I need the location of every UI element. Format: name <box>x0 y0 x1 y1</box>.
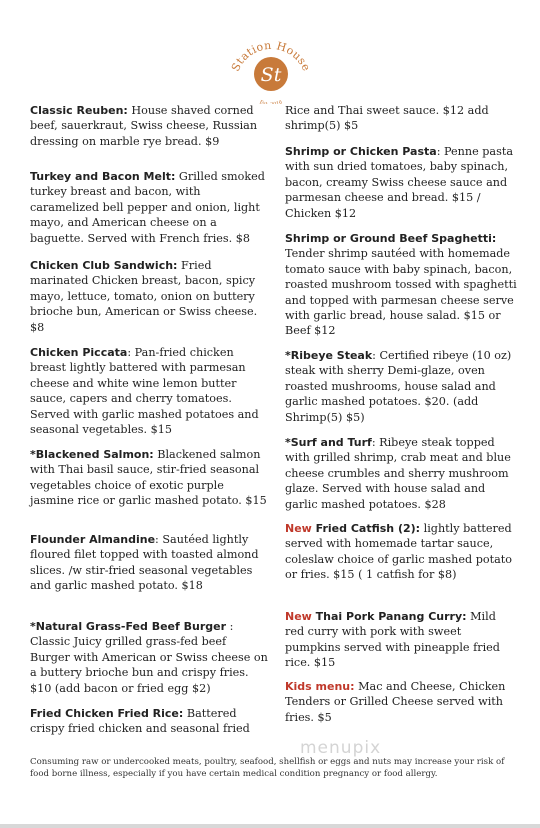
item-name: Chicken Piccata <box>30 346 128 359</box>
item-description: : Certified ribeye (10 oz) steak with sherry Demi-glaze, oven roasted mushrooms, house salad and garlic mashed potatoes. $20. (add Shrimp(5) $5) <box>285 349 512 424</box>
item-description: House shaved corned beef, sauerkraut, Swiss cheese, Russian dressing on marble rye bread. $9 <box>30 104 258 148</box>
item-name: *Blackened Salmon: <box>30 448 154 461</box>
watermark: menupix <box>300 738 382 758</box>
item-description: Tender shrimp sautéed with homemade tomato sauce with baby spinach, bacon, roasted mushroom tossed with spaghetti and topped with parmesan cheese serve with garlic bread, house salad. $15 or Beef $12 <box>285 247 517 338</box>
item-description: Blackened salmon with Thai basil sauce, stir-fried seasonal vegetables choice of exotic purple jasmine rice or garlic mashed potato. $15 <box>30 448 267 508</box>
item-name: Chicken Club Sandwich: <box>30 259 178 272</box>
item-name: Shrimp or Ground Beef Spaghetti: <box>285 232 497 245</box>
restaurant-logo <box>222 34 320 104</box>
menu-item-surf-and-turf <box>285 435 517 512</box>
item-name: Fried Chicken Fried Rice: <box>30 707 184 720</box>
new-badge: New <box>285 610 312 623</box>
menu-item-classic-reuben <box>30 103 268 149</box>
menu-item-shrimp-chicken-pasta <box>285 144 517 221</box>
item-description: : Pan-fried chicken breast lightly battered with parmesan cheese and white wine lemon butter sauce, capers and cherry tomatoes. Served with garlic mashed potatoes and seasonal vegetables. $15 <box>30 346 259 437</box>
new-badge: New <box>285 522 312 535</box>
item-description: Fried marinated Chicken breast, bacon, spicy mayo, lettuce, tomato, onion on buttery brioche bun, American or Swiss cheese. $8 <box>30 259 258 334</box>
logo-name: Station House <box>228 38 314 74</box>
menu-item-blackened-salmon <box>30 447 268 509</box>
item-description: : Sautéed lightly floured filet topped with toasted almond slices. /w stir-fried seasonal vegetables and garlic mashed potato. $18 <box>30 533 259 593</box>
item-name: Kids menu: <box>285 680 355 693</box>
menu-item-spaghetti <box>285 231 517 339</box>
menu-item-continuation <box>285 103 517 134</box>
logo-monogram: St <box>260 64 282 86</box>
item-name: *Surf and Turf <box>285 436 372 449</box>
logo-est: Es 16 <box>258 99 284 104</box>
bottom-divider <box>0 824 540 828</box>
menu-item-ribeye-steak <box>285 348 517 425</box>
item-name: Turkey and Bacon Melt: <box>30 170 176 183</box>
item-description: lightly battered served with homemade tartar sauce, coleslaw choice of garlic mashed potato or fries. $15 ( 1 catfish for $8) <box>285 522 512 582</box>
item-name: Thai Pork Panang Curry: <box>311 610 467 623</box>
item-description: Grilled smoked turkey breast and bacon, with caramelized bell pepper and onion, light mayo, and American cheese on a baguette. Served with French fries. $8 <box>30 170 265 245</box>
item-description: : Penne pasta with sun dried tomatoes, baby spinach, bacon, creamy Swiss cheese sauce and parmesan cheese and bread. $15 / Chicken $12 <box>285 145 513 220</box>
menu-item-chicken-club <box>30 258 268 335</box>
item-name: Classic Reuben: <box>30 104 128 117</box>
menu-item-fried-catfish <box>285 521 517 583</box>
item-name: Fried Catfish (2): <box>311 522 421 535</box>
item-description: : Classic Juicy grilled grass-fed beef Burger with American or Swiss cheese on a buttery brioche bun and crispy fries. $10 (add bacon or fried egg $2) <box>30 620 268 695</box>
item-name: Flounder Almandine <box>30 533 156 546</box>
menu-item-kids <box>285 679 517 725</box>
menu-item-chicken-piccata <box>30 345 268 437</box>
item-name: Shrimp or Chicken Pasta <box>285 145 437 158</box>
food-safety-disclaimer: Consuming raw or undercooked meats, poultry, seafood, shellfish or eggs and nuts may increase your risk of food borne illness, especially if you have certain medical condition pregnancy or food allergy. <box>30 757 505 779</box>
item-description: Battered crispy fried chicken and seasonal fried <box>30 707 250 736</box>
menu-item-beef-burger <box>30 619 268 696</box>
menu-item-turkey-bacon-melt <box>30 169 268 246</box>
item-description: Mac and Cheese, Chicken Tenders or Grilled Cheese served with fries. $5 <box>285 680 506 724</box>
menu-item-panang-curry <box>285 609 517 671</box>
item-name: *Ribeye Steak <box>285 349 373 362</box>
menu-item-fried-chicken-rice <box>30 706 268 737</box>
item-name: *Natural Grass-Fed Beef Burger <box>30 620 227 633</box>
item-description: Rice and Thai sweet sauce. $12 add shrimp(5) $5 <box>285 104 489 133</box>
menu-item-flounder-almandine <box>30 532 268 594</box>
item-description: Mild red curry with pork with sweet pumpkins served with pineapple fried rice. $15 <box>285 610 500 670</box>
item-description: : Ribeye steak topped with grilled shrimp, crab meat and blue cheese crumbles and sherry mushroom glaze. Served with house salad and garlic mashed potatoes. $28 <box>285 436 511 511</box>
